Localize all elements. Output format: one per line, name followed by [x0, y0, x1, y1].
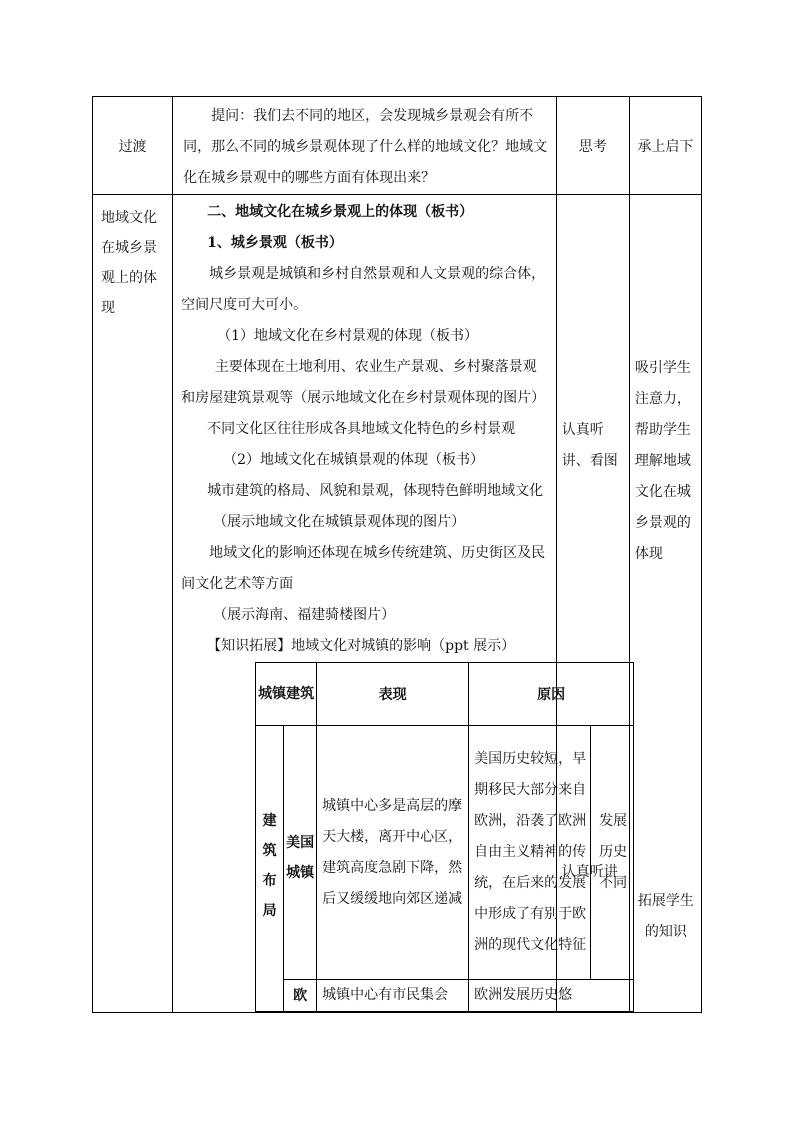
paragraph: 【知识拓展】地域文化对城镇的影响（ppt 展示） [207, 638, 516, 654]
reason-cell: 欧洲发展历史悠 [469, 980, 634, 1012]
summary-cell: 发展历史不同 [591, 726, 634, 980]
design-intent-text: 拓展学生的知识 [637, 893, 694, 940]
paragraph: 城乡景观是城镇和乡村自然景观和人文景观的综合体，空间尺度可大可小。 [181, 266, 546, 313]
paragraph: 主要体现在土地利用、农业生产景观、乡村聚落景观和房屋建筑景观等（展示地域文化在乡村景观体现的图片） [181, 359, 546, 406]
table-row-regional-culture [93, 195, 702, 1013]
reason-cell: 美国历史较短，早期移民大部分来自欧洲，沿袭了欧洲自由主义精神的传统，在后来的发展中形成了有别于欧洲的现代文化特征 [469, 726, 591, 980]
section-heading: 二、地域文化在城乡景观上的体现（板书） [207, 204, 474, 220]
question-text: 提问：我们去不同的地区，会发现城乡景观会有所不同，那么不同的城乡景观体现了什么样的地域文化？地域文化在城乡景观中的哪些方面有体现出来？ [183, 108, 548, 186]
region-label-cell: 美国城镇 [284, 726, 317, 980]
header-cell: 表现 [317, 663, 469, 726]
performance-cell: 城镇中心有市民集会 [317, 980, 469, 1012]
category-cell: 建筑布局 [256, 726, 284, 1012]
table-row-transition [93, 97, 702, 195]
paragraph: 不同文化区往往形成各具地域文化特色的乡村景观 [207, 421, 516, 437]
student-activity-text: 认真听讲、看图 [561, 422, 618, 469]
paragraph: 城市建筑的格局、风貌和景观，体现特色鲜明地域文化 [207, 483, 544, 499]
design-intent-cell [629, 195, 701, 1013]
stage-cell [93, 97, 173, 195]
performance-cell: 城镇中心多是高层的摩天大楼，离开中心区，建筑高度急剧下降，然后又缓缓地向郊区递减 [317, 726, 469, 980]
paragraph: 地域文化的影响还体现在城乡传统建筑、历史街区及民间文化艺术等方面 [181, 545, 546, 592]
paragraph: （展示地域文化在城镇景观体现的图片） [213, 514, 466, 530]
stage-label: 地域文化在城乡景观上的体现 [101, 210, 157, 316]
subheading: （1）地域文化在乡村景观的体现（板书） [217, 328, 479, 344]
design-intent-text: 吸引学生注意力，帮助学生理解地域文化在城乡景观的体现 [634, 360, 691, 562]
student-activity-text: 认真听讲 [561, 864, 618, 880]
teacher-activity-cell [173, 97, 557, 195]
region-label-cell: 欧 [284, 980, 317, 1012]
lesson-plan-table [92, 96, 702, 1013]
subheading: （2）地域文化在城镇景观的体现（板书） [223, 452, 485, 468]
student-activity-label: 思考 [578, 138, 607, 155]
header-cell: 城镇建筑 [256, 663, 317, 726]
student-activity-cell [556, 97, 629, 195]
design-intent-cell [629, 97, 701, 195]
header-cell: 原因 [469, 663, 634, 726]
table-row [256, 726, 634, 980]
subheading: 1、城乡景观（板书） [207, 235, 343, 251]
design-intent-label: 承上启下 [637, 138, 694, 155]
paragraph: （展示海南、福建骑楼图片） [213, 607, 396, 623]
stage-label: 过渡 [118, 138, 147, 155]
stage-cell [93, 195, 173, 1013]
